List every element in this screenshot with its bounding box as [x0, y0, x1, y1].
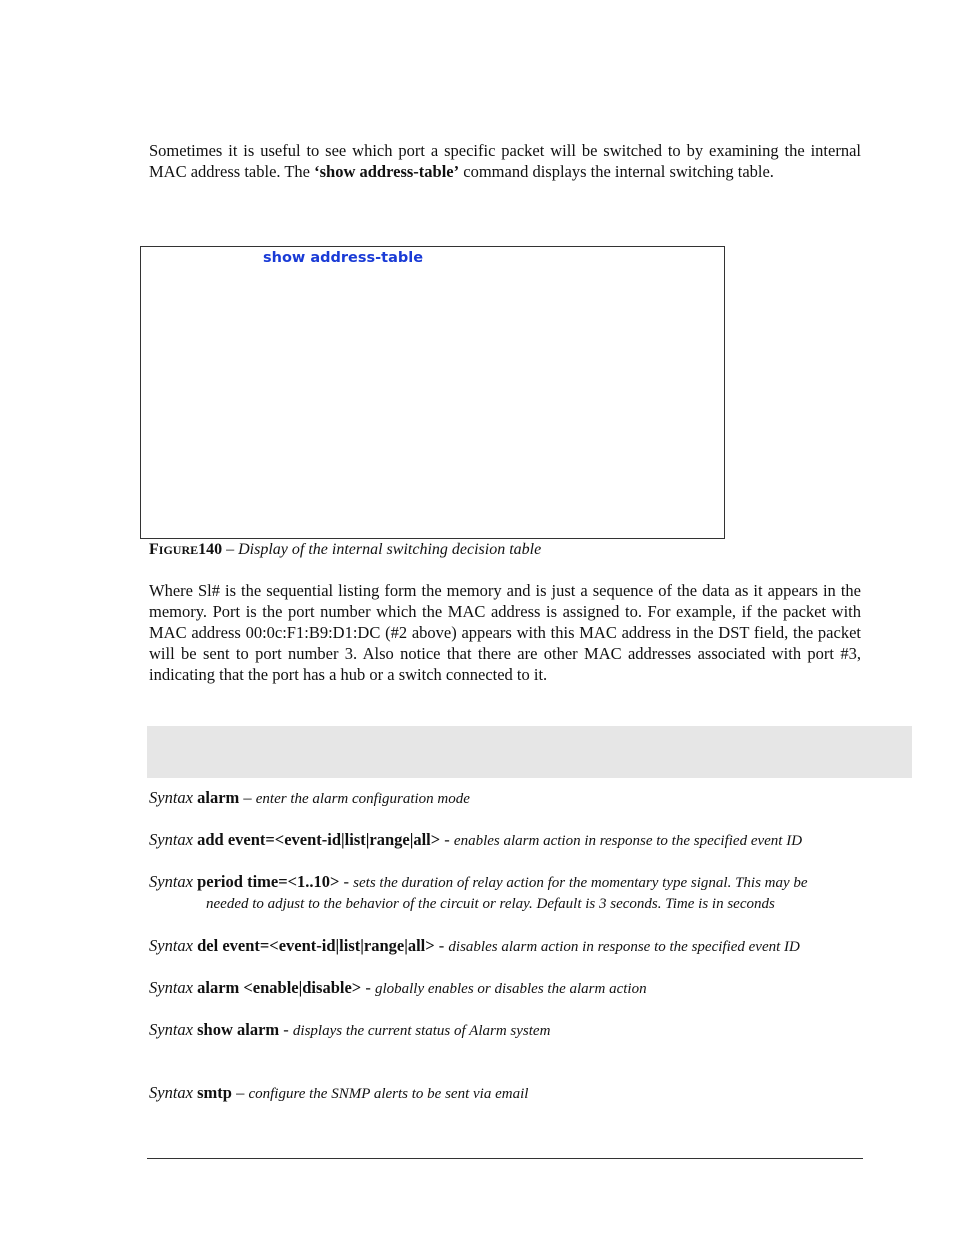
syntax-description: globally enables or disables the alarm action	[374, 981, 647, 997]
syntax-keyword: Syntax	[149, 872, 193, 891]
syntax-description: sets the duration of relay action for the momentary type signal. This may be	[353, 875, 808, 891]
syntax-description: enter the alarm configuration mode	[255, 791, 470, 807]
syntax-separator: -	[279, 1020, 293, 1039]
syntax-description: enables alarm action in response to the specified event ID	[453, 833, 803, 849]
syntax-keyword: Syntax	[149, 830, 193, 849]
syntax-keyword: Syntax	[149, 978, 193, 997]
caption-text: Display of the internal switching decision table	[238, 541, 542, 558]
explanation-paragraph: Where Sl# is the sequential listing form the memory and is just a sequence of the data as it appears in the memory. Port is the port number which the MAC address is assigned to. For example, if the packet with MAC address 00:0c:F1:B9:D1:DC (#2 above) appears with this MAC address in the DST field, the packet will be sent to port number 3. Also notice that there are other MAC addresses associated with port #3, indicating that the port has a hub or a switch connected to it.	[149, 581, 861, 684]
intro-paragraph	[149, 140, 861, 182]
syntax-separator: –	[231, 1083, 249, 1102]
figure-box	[140, 246, 725, 539]
syntax-alarm-enable	[149, 977, 861, 1000]
syntax-keyword: Syntax	[149, 1083, 193, 1102]
syntax-separator: -	[361, 978, 375, 997]
caption-dash: –	[222, 541, 239, 558]
syntax-command: smtp	[197, 1083, 232, 1102]
syntax-command: alarm	[197, 788, 240, 807]
syntax-smtp	[149, 1082, 861, 1105]
syntax-separator: –	[239, 788, 256, 807]
intro-command: ‘show address-table’	[314, 162, 460, 181]
syntax-del-event	[149, 935, 861, 958]
syntax-command: show alarm	[197, 1020, 280, 1039]
syntax-keyword: Syntax	[149, 936, 193, 955]
syntax-command: period time=<1..10>	[197, 872, 340, 891]
footer-rule	[147, 1158, 863, 1159]
syntax-separator: -	[339, 872, 354, 891]
intro-text-after: command displays the internal switching table.	[459, 162, 774, 181]
section-heading-band	[147, 726, 912, 778]
syntax-description: displays the current status of Alarm system	[292, 1023, 551, 1039]
syntax-show-alarm	[149, 1019, 861, 1042]
syntax-add-event	[149, 829, 861, 852]
syntax-description: configure the SNMP alerts to be sent via email	[248, 1086, 529, 1102]
syntax-command: add event=<event-id|list|range|all>	[197, 830, 441, 849]
syntax-period-time	[149, 871, 861, 915]
syntax-separator: -	[434, 936, 449, 955]
caption-small: IGURE	[158, 543, 199, 557]
syntax-separator: -	[440, 830, 454, 849]
caption-letter: F	[149, 541, 159, 558]
syntax-keyword: Syntax	[149, 1020, 193, 1039]
syntax-alarm	[149, 787, 861, 810]
intro-text-before: Sometimes it is useful to see which port a specific packet will be switched to by examining the internal MAC address table. The	[149, 141, 861, 181]
syntax-description: disables alarm action in response to the specified event ID	[448, 939, 800, 955]
figure-caption	[149, 541, 541, 559]
syntax-command: alarm <enable|disable>	[197, 978, 362, 997]
syntax-keyword: Syntax	[149, 788, 193, 807]
syntax-command: del event=<event-id|list|range|all>	[197, 936, 435, 955]
figure-command: show address-table	[263, 250, 424, 266]
caption-number: 140	[198, 541, 223, 558]
syntax-description-continued: needed to adjust to the behavior of the circuit or relay. Default is 3 seconds. Time is in seconds	[206, 896, 775, 912]
